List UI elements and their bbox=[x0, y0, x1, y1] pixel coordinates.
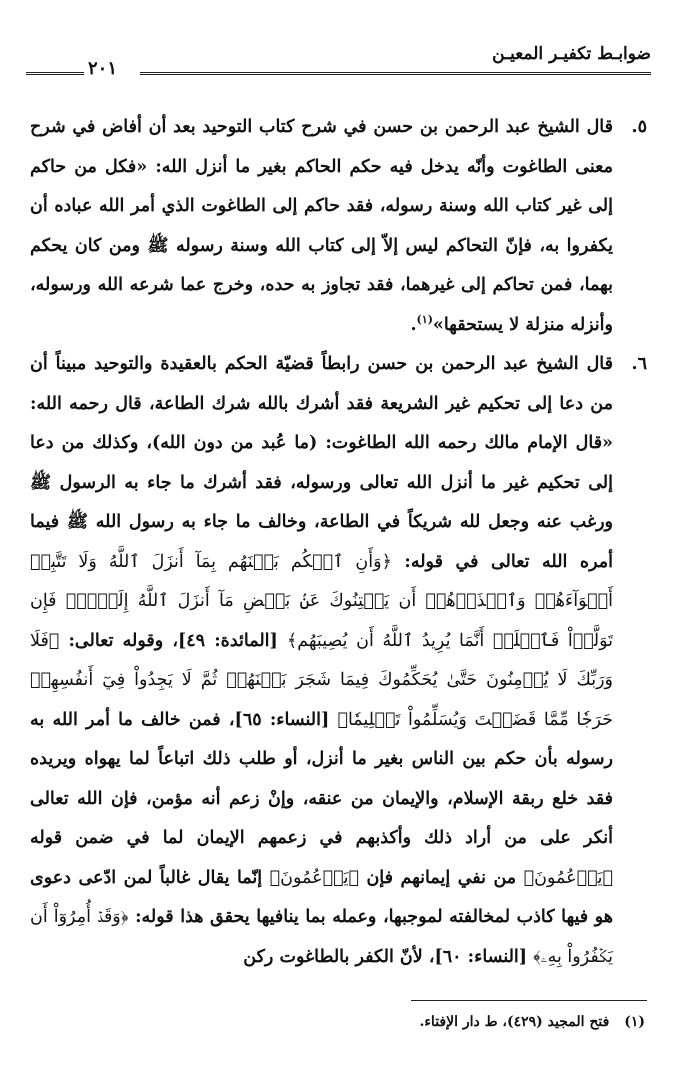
footnote-number: (١) bbox=[624, 1014, 645, 1030]
footnote bbox=[30, 1014, 645, 1030]
text-run: قال الشيخ عبد الرحمن بن حسن رابطاً قضيّة الحكم بالعقيدة والتوحيد مبيناً أن من دعا إلى تحكيم غير الشريعة فقد أشرك بالله شرك الطاعة، قال رحمه الله: «قال الإمام مالك رحمه الله الطاغوت: (ما عُبد من دون الله)، وكذلك من دعا إلى تحكيم غير ما أنزل الله تعالى ورسوله، فقد أشرك ما جاء به الرسول ﷺ ورغب عنه وجعل لله شريكاً في الطاعة، وخالف ما جاء به رسول الله ﷺ فيما أمره الله تعالى في قوله: bbox=[30, 354, 613, 572]
paragraph-number: ٥. bbox=[631, 117, 647, 137]
page-body bbox=[30, 108, 647, 977]
paragraph-6 bbox=[30, 345, 647, 977]
page-number: ٢٠١ bbox=[88, 58, 118, 79]
text-run: إنّما يقال غالباً لمن ادّعى دعوى هو فيها كاذب لمخالفته لموجبها، وعمله بما ينافيها يحقق هذا قوله: bbox=[30, 867, 613, 927]
paragraph-5-text bbox=[30, 117, 613, 335]
paragraph-6-text bbox=[30, 354, 613, 967]
running-header bbox=[26, 44, 651, 84]
header-rule-short bbox=[26, 72, 84, 75]
text-run: . bbox=[410, 314, 417, 335]
quran-verse: ﴿وَقَدۡ أُمِرُوٓاْ أَن يَكۡفُرُواْ بِهِۦ﴾ bbox=[30, 907, 613, 967]
text-run: [النساء: ٦٠]، لأنّ الكفر بالطاغوت ركن bbox=[243, 946, 534, 967]
paragraph-number: ٦. bbox=[631, 354, 647, 374]
footnote-separator bbox=[411, 1000, 647, 1001]
quran-verse: ﴿يَزۡعُمُونَ﴾ bbox=[269, 867, 359, 888]
paragraph-5 bbox=[30, 108, 647, 345]
header-rule bbox=[140, 72, 651, 75]
quran-verse: ﴿وَأَنِ ٱحۡكُم بَيۡنَهُم بِمَآ أَنزَلَ ٱللَّهُ وَلَا تَتَّبِعۡ أَهۡوَآءَهُمۡ وَٱحۡذَرۡهُمۡ أَن يَفۡتِنُوكَ عَنۢ بَعۡضِ مَآ أَنزَلَ ٱللَّهُ إِلَيۡكَۖ فَإِن تَوَلَّوۡاْ فَٱعۡلَمۡ أَنَّمَا يُرِيدُ ٱللَّهُ أَن يُصِيبَهُم﴾ bbox=[30, 551, 613, 651]
text-run: [النساء: ٦٥]، فمن خالف ما أمر الله به رسوله بأن حكم بين الناس بغير ما أنزل، أو طلب ذلك اتباعاً لما يهواه ويريده فقد خلع ربقة الإسلام، والإيمان من عنقه، وإنْ زعم أنه مؤمن، فإن الله تعالى أنكر على من أراد ذلك وأكذبهم في زعمهم الإيمان لما في ضمن قوله bbox=[30, 709, 613, 848]
text-run: قال الشيخ عبد الرحمن بن حسن في شرح كتاب التوحيد بعد أن أفاض في شرح معنى الطاغوت وأنّه يدخل فيه حكم الحاكم بغير ما أنزل الله: «فكل من حاكم إلى غير كتاب الله وسنة رسوله، فقد حاكم إلى الطاغوت الذي أمر الله عباده أن يكفروا به، فإنّ التحاكم ليس إلاّ إلى كتاب الله وسنة رسوله ﷺ ومن كان يحكم بهما، فمن تحاكم إلى غيرهما، فقد تجاوز به حده، وخرج عما شرعه الله ورسوله، وأنزله منزلة لا يستحقها» bbox=[30, 117, 613, 335]
running-title: ضوابـط تكفيـر المعيـن bbox=[492, 44, 651, 64]
quran-verse: ﴿فَلَا وَرَبِّكَ لَا يُؤۡمِنُونَ حَتَّىٰ يُحَكِّمُوكَ فِيمَا شَجَرَ بَيۡنَهُمۡ ثُمَّ لَا يَجِدُواْ فِيٓ أَنفُسِهِمۡ حَرَجٗا مِّمَّا قَضَيۡتَ وَيُسَلِّمُواْ تَسۡلِيمٗا﴾ bbox=[30, 630, 613, 730]
footnote-marker: (١) bbox=[416, 312, 433, 326]
quran-verse: ﴿يَزۡعُمُونَ﴾ bbox=[523, 867, 613, 888]
footnote-text: فتح المجيد (٤٢٩)، ط دار الإفتاء. bbox=[419, 1014, 610, 1030]
text-run: من نفي إيمانهم فإن bbox=[358, 867, 524, 888]
text-run: [المائدة: ٤٩]، وقوله تعالى: bbox=[59, 630, 287, 651]
